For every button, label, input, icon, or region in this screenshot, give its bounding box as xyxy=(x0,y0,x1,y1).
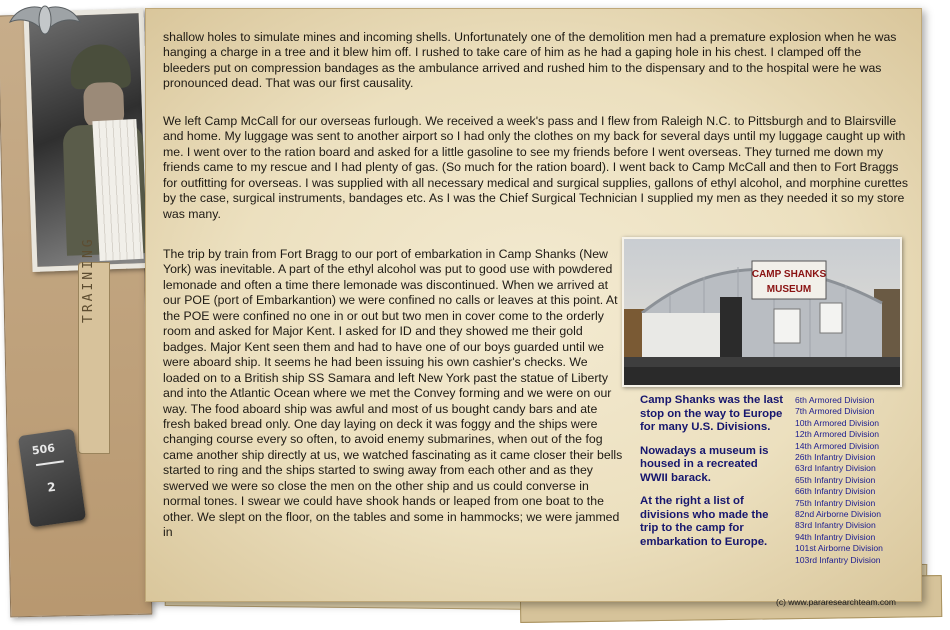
copyright-notice: (c) www.pararesearchteam.com xyxy=(776,597,896,607)
division-item: 63rd Infantry Division xyxy=(795,463,876,474)
division-item: 101st Airborne Division xyxy=(795,543,883,554)
museum-sign-line1: CAMP SHANKS xyxy=(751,269,827,280)
division-item: 82nd Airborne Division xyxy=(795,509,881,520)
division-item: 26th Infantry Division xyxy=(795,452,876,463)
division-item: 83rd Infantry Division xyxy=(795,520,876,531)
division-list xyxy=(795,395,915,566)
division-item: 7th Armored Division xyxy=(795,406,875,417)
camp-shanks-museum-photo xyxy=(622,237,902,387)
division-item: 10th Armored Division xyxy=(795,417,880,428)
dogtag-company: 2 xyxy=(46,479,57,495)
division-item: 103rd Infantry Division xyxy=(795,554,881,565)
museum-sign-line2: MUSEUM xyxy=(766,284,812,295)
photo-caption xyxy=(640,394,788,559)
training-folder-tab xyxy=(78,236,110,454)
caption-line: At the right a list of divisions who made the trip to the camp for embarkation to Europe. xyxy=(640,495,769,548)
paper-stack xyxy=(92,119,143,261)
division-item: 6th Armored Division xyxy=(795,395,875,405)
caption-line: Nowadays a museum is housed in a recreated WWII barack. xyxy=(640,444,769,484)
caption-line: Camp Shanks was the last stop on the way to Europe for many U.S. Divisions. xyxy=(640,394,784,433)
paragraph-casualty: shallow holes to simulate mines and incoming shells. Unfortunately one of the demolition men had a premature explosion when he was hanging a charge in a tree and it blew him off. I rushed to take care of him as he had a gaping hole in his chest. I clamped off the bleeders put on compression bandages as the ambulance arrived and rushed him to the dispensary and to the hospital were he was pronounced dead. That was our first causality. xyxy=(163,30,897,91)
dogtag-bar xyxy=(36,460,64,466)
paragraph-furlough: We left Camp McCall for our overseas furlough. We received a week's pass and I flew from Raleigh N.C. to Pittsburgh and to Blairsville and home. My luggage was sent to another airport so I had only the clothes on my back for several days until my luggage caught up with me. I went over to the ration board and asked for a little gasoline to see my friends before I went overseas. They turned me down my friends came to my rescue and I had plenty of gas. (So much for the ration board). I went back to Camp McCall and then to Fort Braggs for outfitting for overseas. I was supplied with all necessary medical and surgical supplies, gallons of ethyl alcohol, and morphine curettes by the case, surgical instruments, bandages etc. As I was the Chief Surgical Technician I supplied my men as they needed it so my store was many. xyxy=(163,114,909,221)
jump-wings-icon xyxy=(8,2,82,42)
dogtag-regiment: 506 xyxy=(31,441,56,458)
division-item: 94th Infantry Division xyxy=(795,531,876,542)
museum-photo-drawing xyxy=(624,239,900,385)
division-item: 65th Infantry Division xyxy=(795,474,876,485)
division-item: 14th Armored Division xyxy=(795,440,880,451)
division-item: 12th Armored Division xyxy=(795,429,880,440)
training-tab-label: TRAINING xyxy=(81,236,96,323)
division-item: 66th Infantry Division xyxy=(795,486,876,497)
division-item: 75th Infantry Division xyxy=(795,497,876,508)
paragraph-embarkation: The trip by train from Fort Bragg to our port of embarkation in Camp Shanks (New York) was inevitable. A part of the ethyl alcohol was put to good use with powdered lemonade and often a time there lemonade was discontinued. When we arrived at our POE (port of Embarkantion) we were confined no calls or leaves at this point. At the POE were confined no one in or out but two men in cover come to the orderly room and asked for Major Kent. I asked for ID and they showed me their gold badges. Major Kent seen them and had to have one of our boys guarded until we were aboard ship. It seems he had been issuing his own cashier's checks. We loaded on to a British ship SS Samara and left New York past the statue of Liberty and into the Atlantic Ocean where we met the Convey forming and we were on our way. The food aboard ship was awful and most of us bought candy bars and ate fresh baked bread only. One day laying on deck it was foggy and the ships were changing course every so often, to avoid enemy submarines, when out of the fog came another ship directly at us, we watched fascinating as it came closer their bells started to ring and the ships started to swing away from each other and as they swerved we were so close the men on the other ship and us could converse in normal tones. I swear we could have shook hands or leaped from one boat to the other. We slept on the floor, on the tables and some in hammocks; we were jammed in xyxy=(163,247,623,540)
